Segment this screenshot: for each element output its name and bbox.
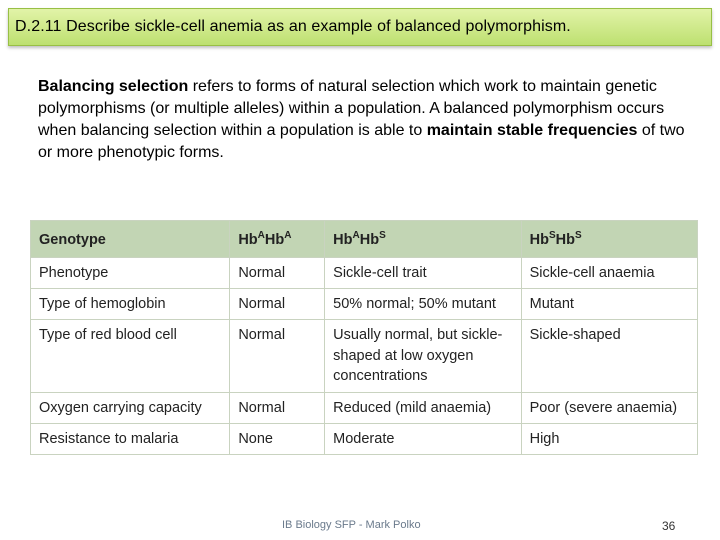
table-cell: High	[521, 424, 697, 455]
table-header-row	[31, 221, 698, 258]
header-genotype-aa: $Hb^AHb^A$	[230, 221, 325, 258]
header-genotype: Genotype	[31, 221, 230, 258]
page-number: 36	[662, 519, 676, 533]
table-cell: Sickle-cell anaemia	[521, 258, 697, 289]
intro-paragraph	[38, 76, 688, 164]
table-row	[31, 424, 698, 455]
row-label: Phenotype	[31, 258, 230, 289]
table-cell: Mutant	[521, 289, 697, 320]
row-label: Type of red blood cell	[31, 320, 230, 393]
table-cell: 50% normal; 50% mutant	[325, 289, 521, 320]
intro-text-2: of two or more phenotypic forms.	[38, 122, 685, 161]
row-label: Resistance to malaria	[31, 424, 230, 455]
table-cell: None	[230, 424, 325, 455]
table-cell: Usually normal, but sickle-shaped at low oxygen concentrations	[325, 320, 521, 393]
intro-emphasis: maintain stable frequencies	[426, 122, 638, 139]
slide-title: D.2.11 Describe sickle-cell anemia as an example of balanced polymorphism.	[15, 18, 571, 35]
row-label: Oxygen carrying capacity	[31, 393, 230, 424]
table-cell: Moderate	[325, 424, 521, 455]
table-row	[31, 289, 698, 320]
table-cell: Sickle-cell trait	[325, 258, 521, 289]
table-cell: Normal	[230, 320, 325, 393]
table-cell: Normal	[230, 393, 325, 424]
table-row	[31, 393, 698, 424]
table-cell: Poor (severe anaemia)	[521, 393, 697, 424]
intro-text-1: refers to forms of natural selection which work to maintain genetic polymorphisms (or multiple alleles) within a population. A balanced polymorphism occurs when balancing selection within a population is able to	[38, 78, 665, 139]
header-genotype-ss: $Hb^SHb^S$	[521, 221, 697, 258]
table-row	[31, 320, 698, 393]
table-cell: Sickle-shaped	[521, 320, 697, 393]
footer-credit: IB Biology SFP - Mark Polko	[282, 519, 421, 531]
genotype-table	[30, 220, 698, 455]
table-cell: Reduced (mild anaemia)	[325, 393, 521, 424]
intro-term: Balancing selection	[38, 78, 189, 95]
header-genotype-as: $Hb^AHb^S$	[325, 221, 521, 258]
table-cell: Normal	[230, 289, 325, 320]
slide-title-bar	[8, 8, 712, 46]
row-label: Type of hemoglobin	[31, 289, 230, 320]
table-cell: Normal	[230, 258, 325, 289]
table-row	[31, 258, 698, 289]
